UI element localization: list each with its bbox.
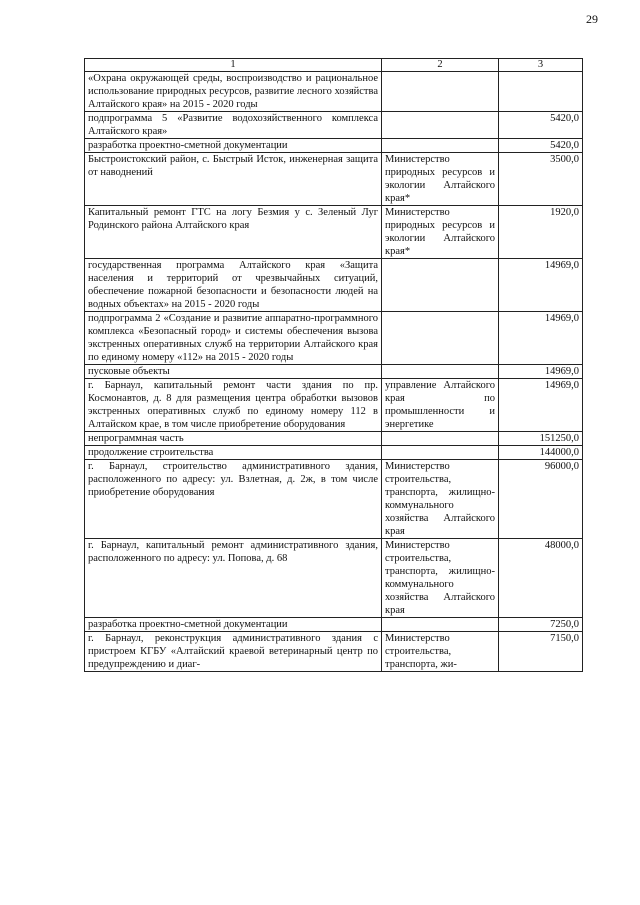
table-row: [85, 112, 583, 139]
row-amount: [499, 72, 583, 112]
row-agency: Министерство строительства, транспорта, жилищно-коммунального хозяйства Алтайского края: [382, 460, 499, 539]
row-description: непрограммная часть: [85, 432, 382, 446]
table-row: [85, 206, 583, 259]
row-agency: [382, 446, 499, 460]
table-row: [85, 365, 583, 379]
row-agency: [382, 112, 499, 139]
row-description: г. Барнаул, капитальный ремонт административного здания, расположенного по адресу: ул. Попова, д. 68: [85, 539, 382, 618]
row-description: г. Барнаул, строительство административного здания, расположенного по адресу: ул. Взлетная, д. 2ж, в том числе приобретение оборудования: [85, 460, 382, 539]
row-description: Быстроистокский район, с. Быстрый Исток, инженерная защита от наводнений: [85, 153, 382, 206]
row-description: г. Барнаул, реконструкция административного здания с пристроем КГБУ «Алтайский краевой ветеринарный центр по предупреждению и диаг-: [85, 632, 382, 672]
row-description: государственная программа Алтайского края «Защита населения и территорий от чрезвычайных ситуаций, обеспечение пожарной безопасности и безопасности людей на водных объектах» на 2015 - 2020 годы: [85, 259, 382, 312]
page-number: 29: [586, 12, 598, 26]
row-agency: Министерство строительства, транспорта, жи-: [382, 632, 499, 672]
row-agency: управление Алтайского края по промышленности и энергетике: [382, 379, 499, 432]
row-amount: 144000,0: [499, 446, 583, 460]
row-amount: 5420,0: [499, 112, 583, 139]
row-agency: [382, 432, 499, 446]
row-amount: 7250,0: [499, 618, 583, 632]
header-row: [85, 59, 583, 72]
row-amount: 7150,0: [499, 632, 583, 672]
row-agency: [382, 259, 499, 312]
row-description: г. Барнаул, капитальный ремонт части здания по пр. Космонавтов, д. 8 для размещения центра обработки вызовов экстренных оперативных служб по единому номеру 112 в Алтайском крае, в том числе приобретение оборудования: [85, 379, 382, 432]
row-amount: 151250,0: [499, 432, 583, 446]
table-row: [85, 432, 583, 446]
row-amount: 14969,0: [499, 379, 583, 432]
header-col-2: 2: [382, 59, 499, 72]
budget-table: [84, 58, 583, 672]
row-amount: 3500,0: [499, 153, 583, 206]
row-agency: Министерство природных ресурсов и экологии Алтайского края*: [382, 206, 499, 259]
table-row: [85, 446, 583, 460]
row-amount: 14969,0: [499, 365, 583, 379]
row-description: «Охрана окружающей среды, воспроизводство и рациональное использование природных ресурсов, развитие лесного хозяйства Алтайского края» на 2015 - 2020 годы: [85, 72, 382, 112]
row-description: пусковые объекты: [85, 365, 382, 379]
table-row: [85, 72, 583, 112]
row-agency: [382, 365, 499, 379]
table-row: [85, 312, 583, 365]
table-row: [85, 379, 583, 432]
table-row: [85, 632, 583, 672]
row-agency: [382, 312, 499, 365]
row-amount: 14969,0: [499, 259, 583, 312]
row-agency: Министерство строительства, транспорта, жилищно-коммунального хозяйства Алтайского края: [382, 539, 499, 618]
row-agency: [382, 618, 499, 632]
table-row: [85, 460, 583, 539]
table-row: [85, 153, 583, 206]
row-amount: 96000,0: [499, 460, 583, 539]
table-row: [85, 618, 583, 632]
row-description: подпрограмма 5 «Развитие водохозяйственного комплекса Алтайского края»: [85, 112, 382, 139]
row-amount: 14969,0: [499, 312, 583, 365]
table-row: [85, 539, 583, 618]
header-col-1: 1: [85, 59, 382, 72]
row-description: продолжение строительства: [85, 446, 382, 460]
row-description: Капитальный ремонт ГТС на логу Безмия у с. Зеленый Луг Родинского района Алтайского края: [85, 206, 382, 259]
row-amount: 1920,0: [499, 206, 583, 259]
row-agency: [382, 72, 499, 112]
row-agency: Министерство природных ресурсов и экологии Алтайского края*: [382, 153, 499, 206]
row-description: разработка проектно-сметной документации: [85, 139, 382, 153]
header-col-3: 3: [499, 59, 583, 72]
row-description: подпрограмма 2 «Создание и развитие аппаратно-программного комплекса «Безопасный город» и системы обеспечения вызова экстренных оперативных служб на территории Алтайского края по единому номеру «112» на 2015 - 2020 годы: [85, 312, 382, 365]
row-amount: 5420,0: [499, 139, 583, 153]
row-description: разработка проектно-сметной документации: [85, 618, 382, 632]
row-agency: [382, 139, 499, 153]
row-amount: 48000,0: [499, 539, 583, 618]
table-row: [85, 139, 583, 153]
table-row: [85, 259, 583, 312]
